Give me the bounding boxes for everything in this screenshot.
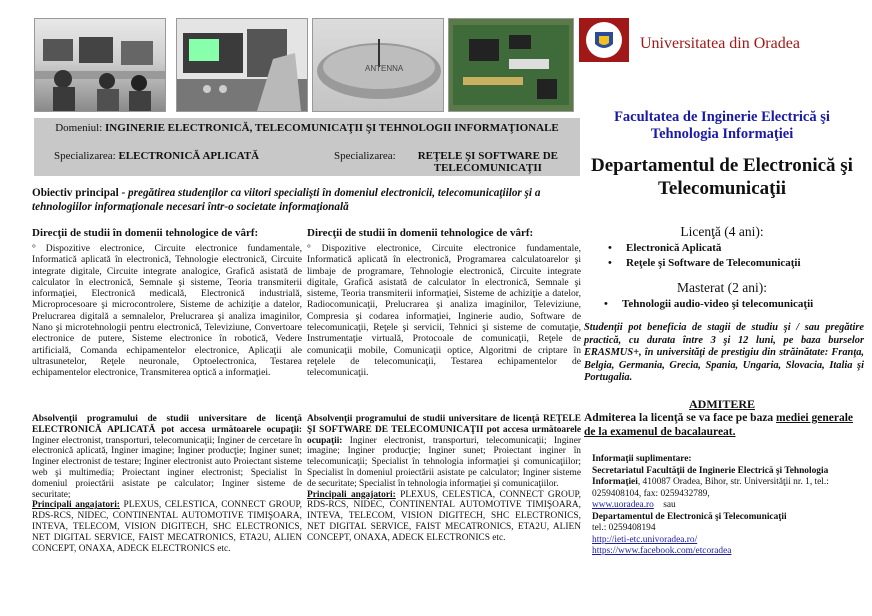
dept-website-link[interactable]: http://ieti-etc.univoradea.ro/ — [592, 534, 698, 545]
specialization-1 — [54, 150, 304, 162]
specialization-2 — [334, 150, 574, 174]
satellite-dish-photo — [312, 18, 444, 112]
col2-grad-title: Absolvenţii programului de studii universitare de licenţă REŢELE ŞI SOFTWARE DE TELECOMUNICAŢII pot accesa următoarele ocupaţii: — [307, 414, 581, 446]
domain-line — [34, 122, 580, 134]
col1-graduates — [32, 414, 302, 554]
facebook-link[interactable]: https://www.facebook.com/etcoradea — [592, 546, 732, 556]
admitere-text — [584, 411, 864, 439]
admitere-text-1: Admiterea la licenţă se va face pe baza — [584, 412, 777, 424]
licenta-item: • Electronică Aplicată — [600, 241, 870, 256]
masterat-title: Masterat (2 ani): — [677, 280, 767, 295]
sau-text: sau — [663, 500, 676, 510]
objective-text: pregătirea studenţilor ca viitori specialişti în domeniul electronicii, telecomunicaţiilor şi a tehnologiilor informaţionale necesari într-o societate informaţională — [32, 187, 541, 213]
spec-label-1: Specializarea: — [54, 150, 116, 162]
col2-heading: Direcţii de studii în domenii tehnologice de vârf: — [307, 227, 534, 239]
col2-grad-text: Inginer electronist, transporturi, telecomunicaţii; Inginer imagine; Inginer producţie; Inginer sunet; Proiectant inginer în telecomunicaţii; Specialist în tehnologia informaţiei şi comunicaţiilor; Specialist în domeniul proiectării asistate pe calculator; Inginer sisteme de securitate; Specialist în tehnologia informaţiei şi comunicaţiilor. — [307, 435, 581, 489]
department-name: Departamentul de Electronică şi Telecomunicaţii — [591, 155, 853, 199]
domain-banner — [34, 118, 580, 176]
col1-directions: ° Dispozitive electronice, Circuite electronice fundamentale, Informatică aplicată în electronică, Tehnologie electronică, Circuite integrate digitale, Circuite integrate analogice, Grafică asistată de calculator în electronică, Semnale şi sisteme, Teoria transmiterii informaţiei, Electronică medicală, Electronică industrială, Microprocesoare şi microcontrolere, Sisteme de achiziţie a datelor, Prelucrarea digitală a semnalelor, Prelucrarea şi analiza imaginilor, Nano şi microtehnologii pentru electronică, Televiziune, Convertoare electronice de putere, Sisteme electronice în robotică, Vedere artificială, Comanda echipamentelor electronice, Aplicaţii ale ultrasunetelor, Reţele neuronale, Optoelectronica, Testarea echipamentelor electronice, Transmiterea optică a informaţiei. — [32, 243, 302, 379]
contact-info — [592, 454, 864, 558]
website-link[interactable]: www.uoradea.ro — [592, 500, 654, 510]
erasmus-text: Studenţii pot beneficia de stagii de studiu şi / sau pregătire practică, cu durata între 3 şi 12 luni, pe baza burselor ERASMUS+, în universităţi de prestigiu din străinătate: Franţa, Belgia, Germania, Grecia, Spania, Ungaria, Slovacia, Italia şi Portugalia. — [584, 322, 864, 383]
col1-heading: Direcţii de studii în domenii tehnologice de vârf: — [32, 227, 259, 239]
licenta-item: • Reţele şi Software de Telecomunicaţii — [600, 256, 870, 271]
main-objective — [32, 186, 578, 214]
svg-text:ANTENNA: ANTENNA — [365, 64, 404, 73]
col1-grad-title: Absolvenţii programului de studii universitare de licenţă ELECTRONICĂ APLICATĂ pot accesa următoarele ocupaţii: — [32, 414, 302, 435]
faculty-name: Facultatea de Inginerie Electrică şi Tehnologia Informaţiei — [614, 109, 830, 142]
lab-students-photo — [34, 18, 166, 112]
domain-value: INGINERIE ELECTRONICĂ, TELECOMUNICAŢII ŞI TEHNOLOGII INFORMAŢIONALE — [105, 122, 559, 134]
col2-graduates — [307, 414, 581, 544]
dept-contact: Departamentul de Electronică şi Telecomunicaţii — [592, 511, 787, 522]
spec-label-2: Specializarea: — [334, 150, 396, 162]
masterat-item: • Tehnologii audio-video şi telecomunicaţii — [596, 297, 872, 312]
col2-employers: PLEXUS, CELESTICA, CONNECT GROUP, RDS-RCS, NIDEC, CONTINENTAL AUTOMOTIVE TIMIŞOARA, INTEVA, TELECOM, VISION DIGITECH, SHC ELECTRONICS, NET DIGITAL SERVICE, FAIST MECATRONICS, ETA2U, ALIEN CONCEPT, ONAXA, ADECK ELECTRONICS etc. — [307, 489, 582, 543]
oscilloscope-photo — [176, 18, 308, 112]
col1-grad-text: Inginer electronist, transporturi, telecomunicaţii; Inginer de cercetare în electronică aplicată, Inginer imagine; Inginer producţie; Inginer sunet; Inginer electronist de testare; Inginer electronist auto Proiectant sisteme web şi multimedia; Proiectant inginer electronist; Specialist în domeniul proiectării asistate pe calculator; Inginer sisteme de securitate; — [32, 435, 302, 500]
col2-directions: ° Dispozitive electronice, Circuite electronice fundamentale, Informatică aplicată în electronică, Programarea calculatoarelor şi limbaje de programare, Tehnologie electronică, Circuite integrate digitale, Grafică asistată de calculator în electronică, Semnale şi sisteme, Teoria transmiterii informaţiei, Sisteme de achiziţie a datelor, Radiocomunicaţii, Prelucrarea şi analiza imaginilor, Televiziune, Compresia şi codarea informaţiei, Inginerie audio, Software de telecomunicaţii, Reţele şi servicii, Tehnici şi sisteme de comutaţie, Instrumentaţie virtuală, Protocoale de comunicaţii, Reţele de comunicaţii mobile, Comunicaţii optice, Algoritmi de criptare în reţelele de telecomunicaţii, Testarea echipamentelor de telecomunicaţii. — [307, 243, 581, 379]
circuit-board-photo — [448, 18, 574, 112]
info-addr: , 410087 Oradea, Bihor, str. Universităţii nr. 1, tel.: 0259408104, fax: 0259432789, — [592, 477, 829, 499]
licenta-list — [600, 241, 870, 271]
admitere-text-2: mediei generale de la examenul de bacalaureat. — [584, 412, 854, 438]
admitere-title: ADMITERE — [688, 397, 755, 411]
info-title: Informaţii suplimentare: — [592, 454, 692, 464]
spec-value-2: REŢELE ŞI SOFTWARE DE TELECOMUNICAŢII — [417, 150, 558, 174]
dept-tel: tel.: 0259408194 — [592, 523, 656, 533]
spec-value-1: ELECTRONICĂ APLICATĂ — [118, 150, 260, 162]
objective-lead: Obiectiv principal - — [32, 187, 129, 199]
info-org: Secretariatul Facultăţii de Inginerie Electrică şi Tehnologia Informaţiei — [592, 465, 829, 487]
domain-label: Domeniul: — [55, 122, 103, 134]
col2-employers-label: Principali angajatori: — [307, 489, 396, 500]
university-logo — [577, 16, 631, 64]
col1-employers: PLEXUS, CELESTICA, CONNECT GROUP, RDS-RCS, NIDEC, CONTINENTAL AUTOMOTIVE TIMIŞOARA, INTEVA, TELECOM, VISION DIGITECH, SHC ELECTRONICS, NET DIGITAL SERVICE, FAIST MECATRONICS, ETA2U, ALIEN CONCEPT, ONAXA, ADECK ELECTRONICS etc. — [32, 500, 302, 554]
licenta-title: Licenţă (4 ani): — [680, 224, 764, 239]
university-name: Universitatea din Oradea — [640, 35, 800, 52]
col1-employers-label: Principali angajatori: — [32, 500, 120, 511]
masterat-list — [596, 297, 872, 312]
